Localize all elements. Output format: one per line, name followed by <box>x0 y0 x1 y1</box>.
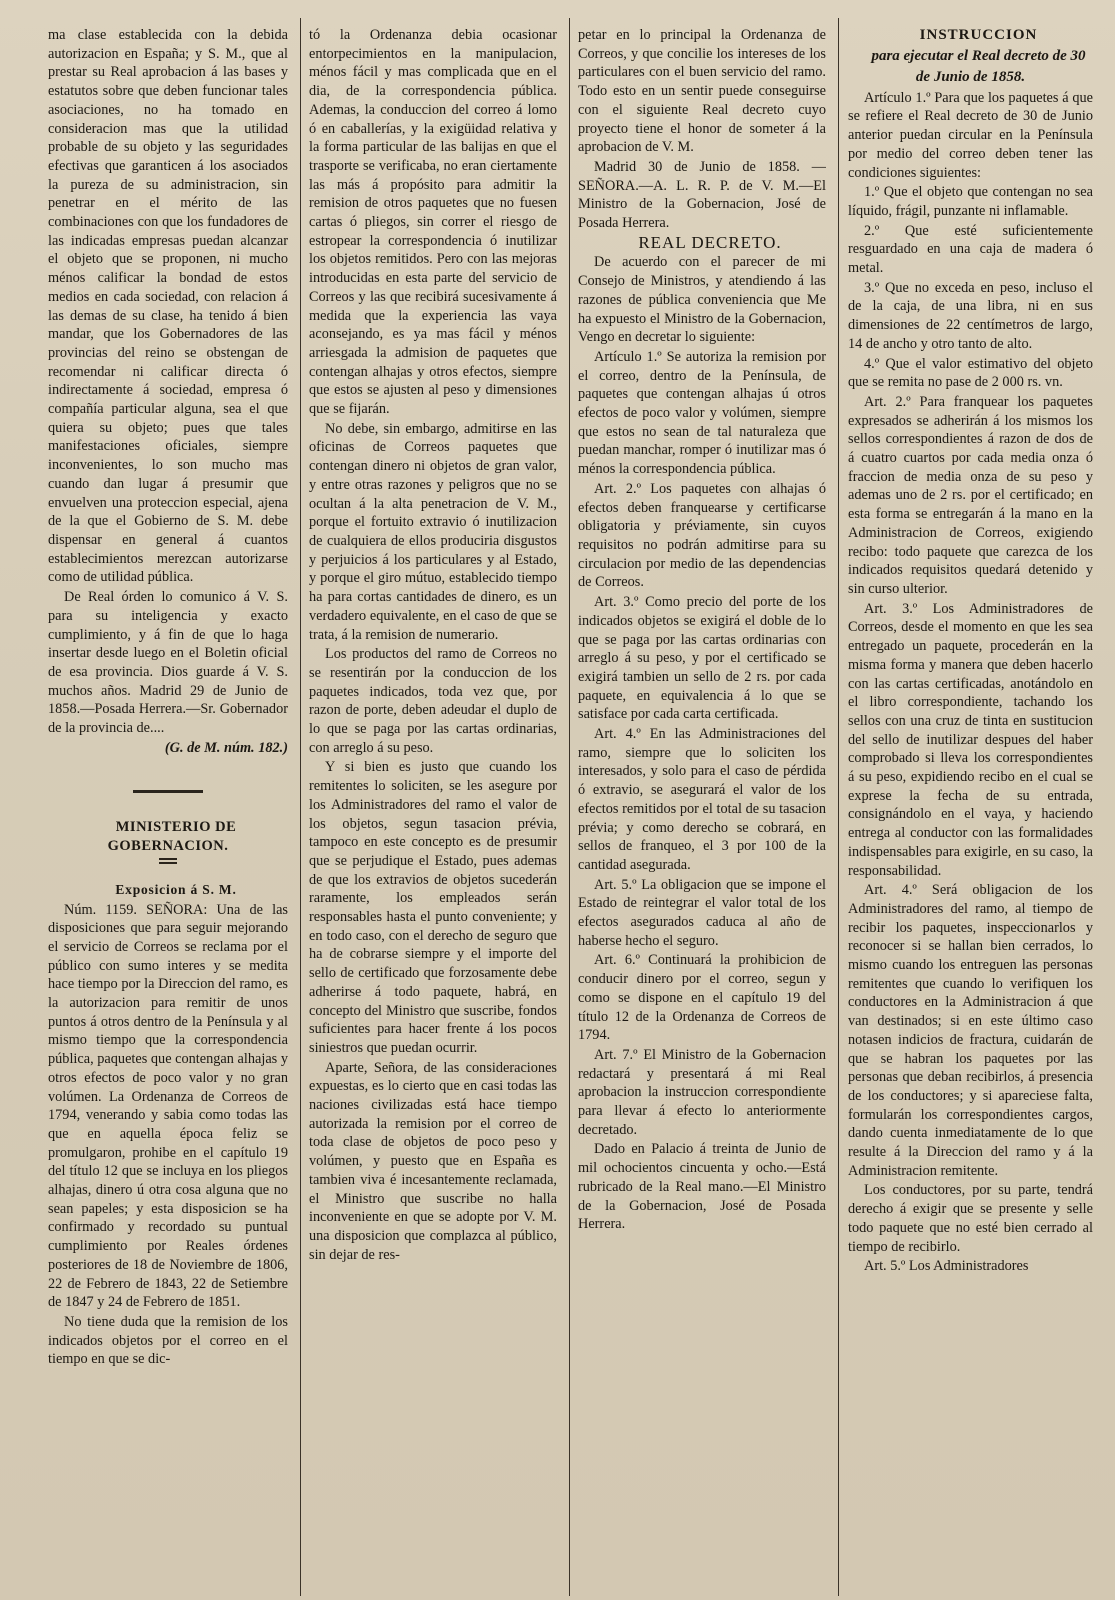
paragraph: Art. 3.º Como precio del porte de los indicados objetos se exigirá el doble de lo que se paga por las cartas ordinarias con arreglo á su peso, y por el certificado se exigirá tambien un sello de 2 rs. por cada paquete, en equivalencia á lo que se satisface por cada carta certificada. <box>578 594 826 723</box>
paragraph: petar en lo principal la Ordenanza de Correos, y que concilie los intereses de los particulares con el buen servicio del ramo. Todo esto en un sentir puede conseguirse con el siguiente Real decreto cuyo proyecto tiene el honor de someter á la aprobacion de V. M. <box>578 27 826 156</box>
paragraph: De Real órden lo comunico á V. S. para su inteligencia y exacto cumplimiento, y á fin de que lo haga insertar desde luego en el Boletin oficial de esa provincia. Dios guarde á V. S. muchos años. Madrid 29 de Junio de 1858.—Posada Herrera.—Sr. Gobernador de la provincia de.... <box>48 589 288 737</box>
paragraph: Aparte, Señora, de las consideraciones expuestas, es lo cierto que en casi todas las naciones civilizadas está hace tiempo autorizada la remision por el correo de toda clase de objetos de poco peso y volúmen, y puesto que en España es tambien viva é incesantemente reclamada, el Ministro que suscribe no halla inconveniente en que se adopte por V. M. una disposicion que complazca al público, sin dejar de res- <box>309 1059 557 1263</box>
paragraph: 3.º Que no exceda en peso, incluso el de la caja, de una libra, ni en sus dimensiones de 22 centímetros de largo, 14 de ancho y otro tanto de alto. <box>848 279 1093 352</box>
paragraph: No tiene duda que la remision de los indicados objetos por el correo en el tiempo en que se dic- <box>48 1314 288 1368</box>
paragraph: Madrid 30 de Junio de 1858. —SEÑORA.—A. L. R. P. de V. M.—El Ministro de la Gobernacion, José de Posada Herrera. <box>578 158 826 232</box>
paragraph: Art. 7.º El Ministro de la Gobernacion redactará y presentará á mi Real aprobacion la instruccion correspondiente para llevar á efecto lo anteriormente decretado. <box>578 1046 826 1138</box>
paragraph: Artículo 1.º Para que los paquetes á que se refiere el Real decreto de 30 de Junio anterior puedan circular en la Península por medio del correo deben tener las condiciones siguientes: <box>848 89 1093 181</box>
paragraph: De acuerdo con el parecer de mi Consejo de Ministros, y atendiendo á las razones de pública conveniencia que Me ha expuesto el Ministro de la Gobernacion, Vengo en decretar lo siguiente: <box>578 254 826 346</box>
paragraph: ma clase establecida con la debida autorizacion en España; y S. M., que al prestar su Real aprobacion á las bases y estatutos sobre que deben funcionar tales asociaciones, no ha tomado en consideracion mas que la utilidad probable de su objeto y las seguridades efectivas que garanticen á los asociados la pureza de su administracion, sin penetrar en el mérito de las combinaciones con que los fundadores de las indicadas empresas puedan alcanzar el objeto que se proponen, ni mucho ménos calificar la bondad de estos medios en cada sociedad, con relacion á las demas de su clase, ha tenido á bien mandar, que los Gobernadores de las provincias del reino se obstengan de recomendar ni calificar directa ó indirectamente á sociedad, empresa ó compañía particular alguna, sea el que quiera su objeto; pues que tales manifestaciones oficiales, siempre inconvenientes, lo son mucho mas cuando dan lugar á presumir que envuelven una proteccion especial, ajena de la que el Gobierno de S. M. debe dispensar en general á cuantos establecimientos merezcan autorizarse como de utilidad pública. <box>48 27 288 586</box>
paragraph: Art. 5.º La obligacion que se impone el Estado de reintegrar el valor total de los efectos asegurados caduca al año de haberse hecho el seguro. <box>578 876 826 949</box>
ornament-mark <box>159 857 177 865</box>
section-heading-ministerio: MINISTERIO DE GOBERNACION. <box>107 819 237 855</box>
section-heading-instruccion: INSTRUCCION <box>919 27 1038 43</box>
paragraph: Núm. 1159. SEÑORA: Una de las disposiciones que para seguir mejorando el servicio de Correos se reclama por el público con sumo interes y se medita hace tiempo por la Direccion del ramo, es la autorizacion para remitir de unos puntos á otros dentro de la Península y al mismo tiempo que la correspondencia pública, paquetes que contengan alhajas y otros efectos de poco valor y no gran volúmen. La Ordenanza de Correos de 1794, venerando y sabia como todas las que en aquella época feliz se promulgaron, prohibe en el capítulo 19 del título 12 que se incluya en los pliegos alhajas, dinero ú otra cosa alguna que no sean papeles; y esta disposicion se ha confirmado y recordado su puntual cumplimiento por Reales órdenes posteriores de 18 de Noviembre de 1806, 22 de Febrero de 1843, 22 de Setiembre de 1847 y 24 de Febrero de 1851. <box>48 901 288 1311</box>
paragraph: Art. 2.º Para franquear los paquetes expresados se adherirán á los mismos los sellos correspondientes á razon de dos de á cuatro cuartos por cada media onza ó fraccion de media onza de su peso y ademas uno de 2 rs. por el certificado; en esta forma se entregarán á la mano en la Administracion de Correos, exigiendo recibo: todo paquete que carezca de los indicados requisitos quedará detenido y sin curso ulterior. <box>848 393 1093 597</box>
column-4 <box>848 26 1093 1592</box>
paragraph: tó la Ordenanza debia ocasionar entorpecimientos en la manipulacion, ménos fácil y mas complicada que en el dia, de la correspondencia pública. Ademas, la conduccion del correo á lomo ó en caballerías, y la exigüidad relativa y la forma particular de las balijas en que el trasporte se verificaba, no eran ciertamente las más á propósito para admitir la remision de otros paquetes que no fuesen cartas ó pliegos, sin correr el riesgo de estropear la correspondencia ó inutilizar los objetos remitidos. Pero con las mejoras introducidas en esta parte del servicio de Correos y las que recibirá sucesivamente á medida que la experiencia las vaya aconsejando, es ya mas fácil y ménos arriesgada la admision de paquetes que contengan alhajas y otros efectos, siempre que estos se ajusten al peso y dimensiones que se fijarán. <box>309 27 557 418</box>
instruccion-subtitle: para ejecutar el Real decreto de 30 de Junio de 1858. <box>871 47 1086 85</box>
subheading-exposicion: Exposicion á S. M. <box>115 881 237 897</box>
section-heading-real-decreto: REAL DECRETO. <box>638 232 782 252</box>
column-2 <box>309 26 557 1592</box>
paragraph: Los productos del ramo de Correos no se resentirán por la conduccion de los paquetes indicados, toda vez que, por razon de porte, deben adeudar el duplo de lo que se paga por las cartas ordinarias, con arreglo á su peso. <box>309 646 557 756</box>
paragraph: 4.º Que el valor estimativo del objeto que se remita no pase de 2 000 rs. vn. <box>848 355 1093 391</box>
paragraph: Art. 4.º En las Administraciones del ramo, siempre que lo soliciten los interesados, y solo para el caso de pérdida ó extravio, se asegurará el valor de los efectos remitidos por el total de su tasacion prévia; y como derecho se cobrará, en sellos de franqueo, el 3 por 100 de la cantidad asegurada. <box>578 726 826 873</box>
paragraph: Art. 2.º Los paquetes con alhajas ó efectos deben franquearse y certificarse obligatoria y préviamente, sin cuyos requisitos no podrán admitirse para su circulacion por medio de las dependencias de Correos. <box>578 480 826 591</box>
column-rule <box>838 18 839 1596</box>
column-1 <box>48 26 288 1592</box>
column-3 <box>578 26 826 1592</box>
paragraph: Dado en Palacio á treinta de Junio de mil ochocientos cincuenta y ocho.—Está rubricado de la Real mano.—El Ministro de la Gobernacion, José de Posada Herrera. <box>578 1141 826 1233</box>
paragraph: 2.º Que esté suficientemente resguardado en una caja de madera ó metal. <box>848 222 1093 277</box>
column-rule <box>569 18 570 1596</box>
paragraph: Art. 4.º Será obligacion de los Administradores del ramo, al tiempo de recibir los paquetes, inspeccionarlos y reconocer si se hallan bien cerrados, lo mismo cuando los entreguen las personas remitentes que cuando lo verifiquen los conductores en la Administracion á que van destinados; si en este último caso notasen indicios de fractura, cuidarán de que se habran los paquetes por las personas que deban recibirlos, á presencia de los conductores; y si apareciese falta, formularán los correspondientes cargos, dando cuenta inmediatamente de lo que resulte á la Direccion del ramo y á la Administracion remitente. <box>848 882 1093 1179</box>
paragraph: Los conductores, por su parte, tendrá derecho á exigir que se presente y selle todo paquete que no esté bien cerrado al tiempo de recibirlo. <box>848 1182 1093 1255</box>
paragraph: Art. 6.º Continuará la prohibicion de conducir dinero por el correo, segun y como se dispone en el capítulo 19 del título 12 de la Ordenanza de Correos de 1794. <box>578 952 826 1044</box>
column-rule <box>300 18 301 1596</box>
paragraph: Art. 3.º Los Administradores de Correos, desde el momento en que les sea entregado un paquete, procederán en la misma forma y manera que deben hacerlo con las cartas certificadas, anotándolo en el libro correspondiente, tachando los sellos con una cruz de tinta en sustitucion del sello de inutilizar despues del haber comprobado si lleva los correspondientes á su peso, expidiendo recibo en el cual se exprese la fecha de su entrada, consignándolo en el vaya, y haciendo entrega al conductor con las formalidades indispensables para exigirle, en su caso, la responsabilidad. <box>848 600 1093 879</box>
citation: (G. de M. núm. 182.) <box>164 739 288 756</box>
paragraph: Art. 5.º Los Administradores <box>864 1258 1029 1275</box>
paragraph: No debe, sin embargo, admitirse en las oficinas de Correos paquetes que contengan dinero ni objetos de gran valor, y entre otras razones y peligros que no se ocultan á la alta penetracion de V. M., porque el fortuito extravio ó inutilizacion de cualquiera de ellos produciria disgustos y perjuicios á los particulares y al Estado, y porque el giro mútuo, establecido tiempo ha para cortas cantidades de dinero, es un verdadero equivalente, en el caso de que se trata, á la remision de numerario. <box>309 420 557 643</box>
paragraph: 1.º Que el objeto que contengan no sea líquido, frágil, punzante ni inflamable. <box>848 184 1093 219</box>
ornament-rule <box>133 788 203 796</box>
paragraph: Y si bien es justo que cuando los remitentes lo soliciten, se les asegure por los Administradores del ramo el valor de los objetos, segun tasacion prévia, tampoco en este concepto es de presumir que se perjudique el Estado, pues ademas de que los extravios de objetos sucederán raramente, los empleados serán responsables hasta el punto conveniente; y en todo caso, con el derecho de seguro que ha de cobrarse siempre y el importe del sello de certificado que forzosamente debe adherirse á todo paquete, habrá, en concepto del Ministro que suscribe, fondos suficientes para hacer frente á los pocos siniestros que puedan ocurrir. <box>309 759 557 1056</box>
paragraph: Artículo 1.º Se autoriza la remision por el correo, dentro de la Península, de paquetes que contengan alhajas ú otros efectos de poco valor y volúmen, siempre que estos no sean de tal naturaleza que puedan manchar, romper ó inutilizar mas ó ménos la correspondencia pública. <box>578 348 826 478</box>
